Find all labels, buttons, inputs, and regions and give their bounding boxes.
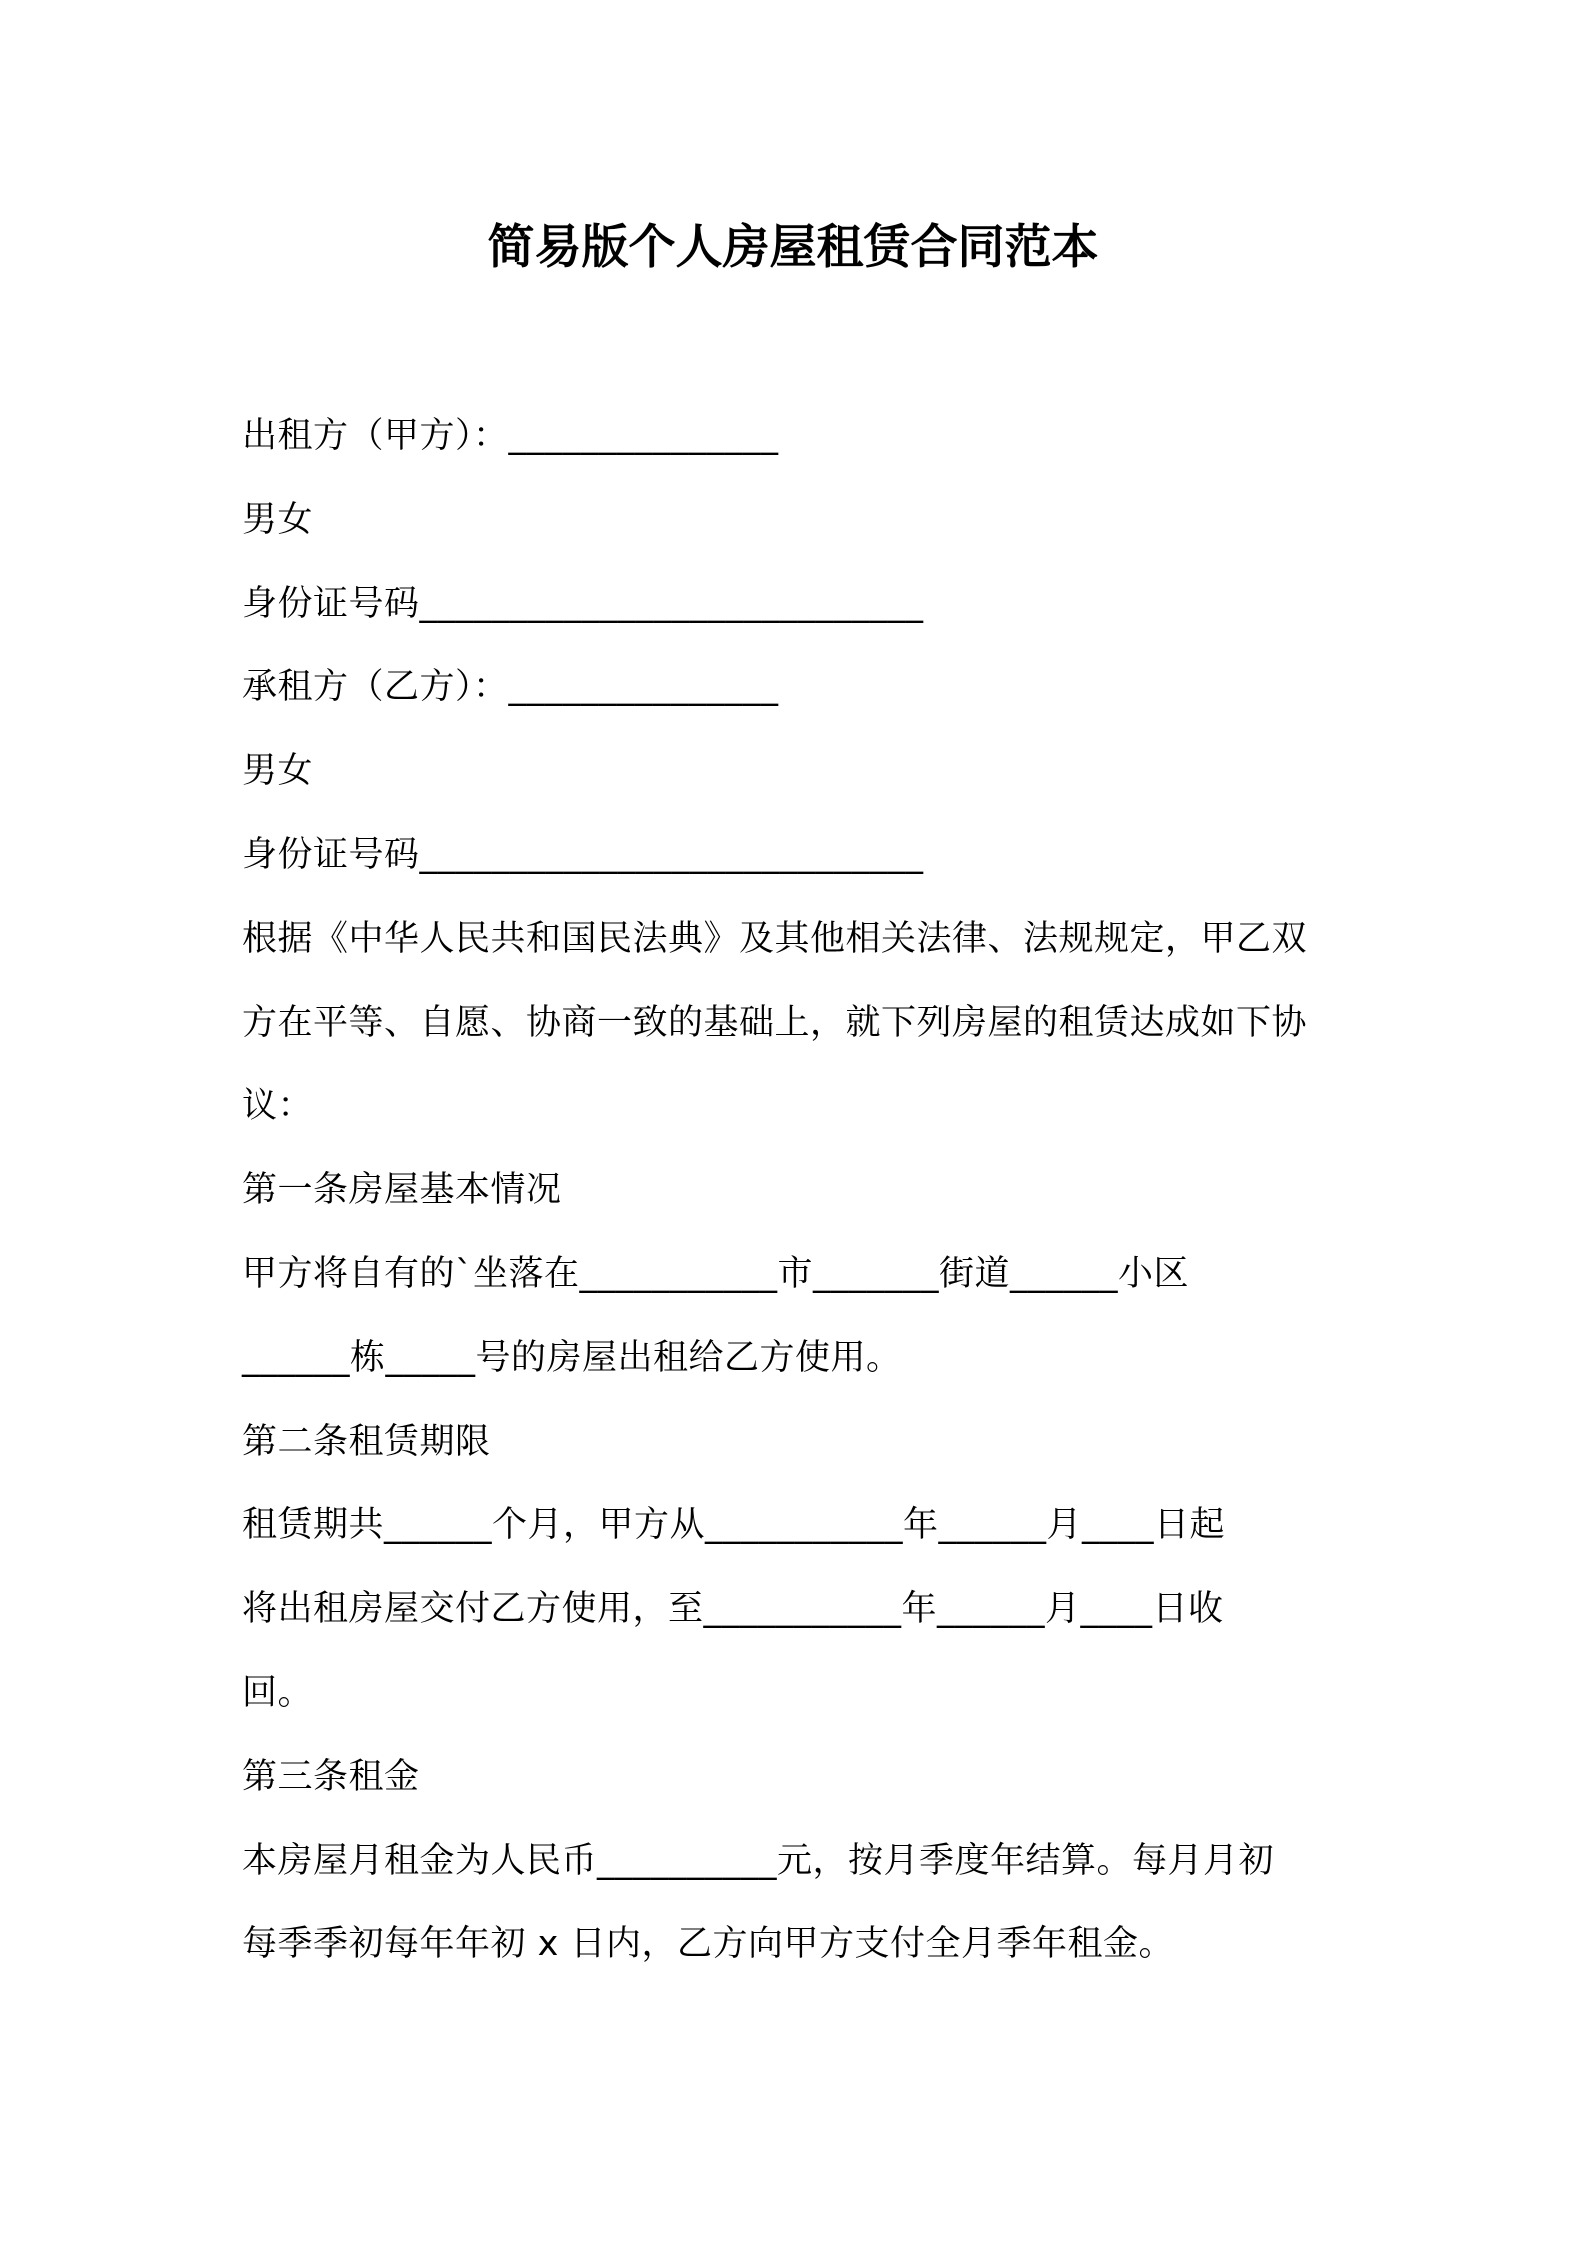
lessor-gender: 男女 [242, 499, 314, 540]
article-3-text-1: 本房屋月租金为人民币__________元，按月季度年结算。每月月初 [242, 1840, 1275, 1881]
contract-body [242, 395, 1362, 1987]
lessor-field: 出租方（甲方）：_______________ [242, 416, 779, 456]
article-2-text-3: 回。 [242, 1672, 314, 1713]
preamble-line-1: 根据《中华人民共和国民法典》及其他相关法律、法规规定，甲乙双 [242, 918, 1308, 959]
preamble-line-2: 方在平等、自愿、协商一致的基础上，就下列房屋的租赁达成如下协 [242, 1002, 1308, 1043]
article-1-heading: 第一条房屋基本情况 [242, 1170, 562, 1211]
document-title: 简易版个人房屋租赁合同范本 [487, 220, 1099, 275]
article-1-text-2: ______栋_____号的房屋出租给乙方使用。 [242, 1337, 902, 1378]
lessee-id-field: 身份证号码____________________________ [242, 834, 924, 875]
article-3-heading: 第三条租金 [242, 1756, 420, 1797]
lessee-field: 承租方（乙方）：_______________ [242, 667, 779, 708]
lessee-gender: 男女 [242, 751, 314, 792]
article-2-text-2: 将出租房屋交付乙方使用，至___________年______月____日收 [242, 1589, 1224, 1630]
lessor-id-field: 身份证号码____________________________ [242, 583, 924, 624]
article-3-text-2: 每季季初每年年初 x 日内，乙方向甲方支付全月季年租金。 [242, 1924, 1174, 1965]
article-2-heading: 第二条租赁期限 [242, 1421, 491, 1462]
article-2-text-1: 租赁期共______个月，甲方从___________年______月____日起 [242, 1505, 1226, 1546]
article-1-text-1: 甲方将自有的`坐落在___________市_______街道______小区 [242, 1253, 1190, 1294]
preamble-line-3: 议： [242, 1086, 314, 1127]
